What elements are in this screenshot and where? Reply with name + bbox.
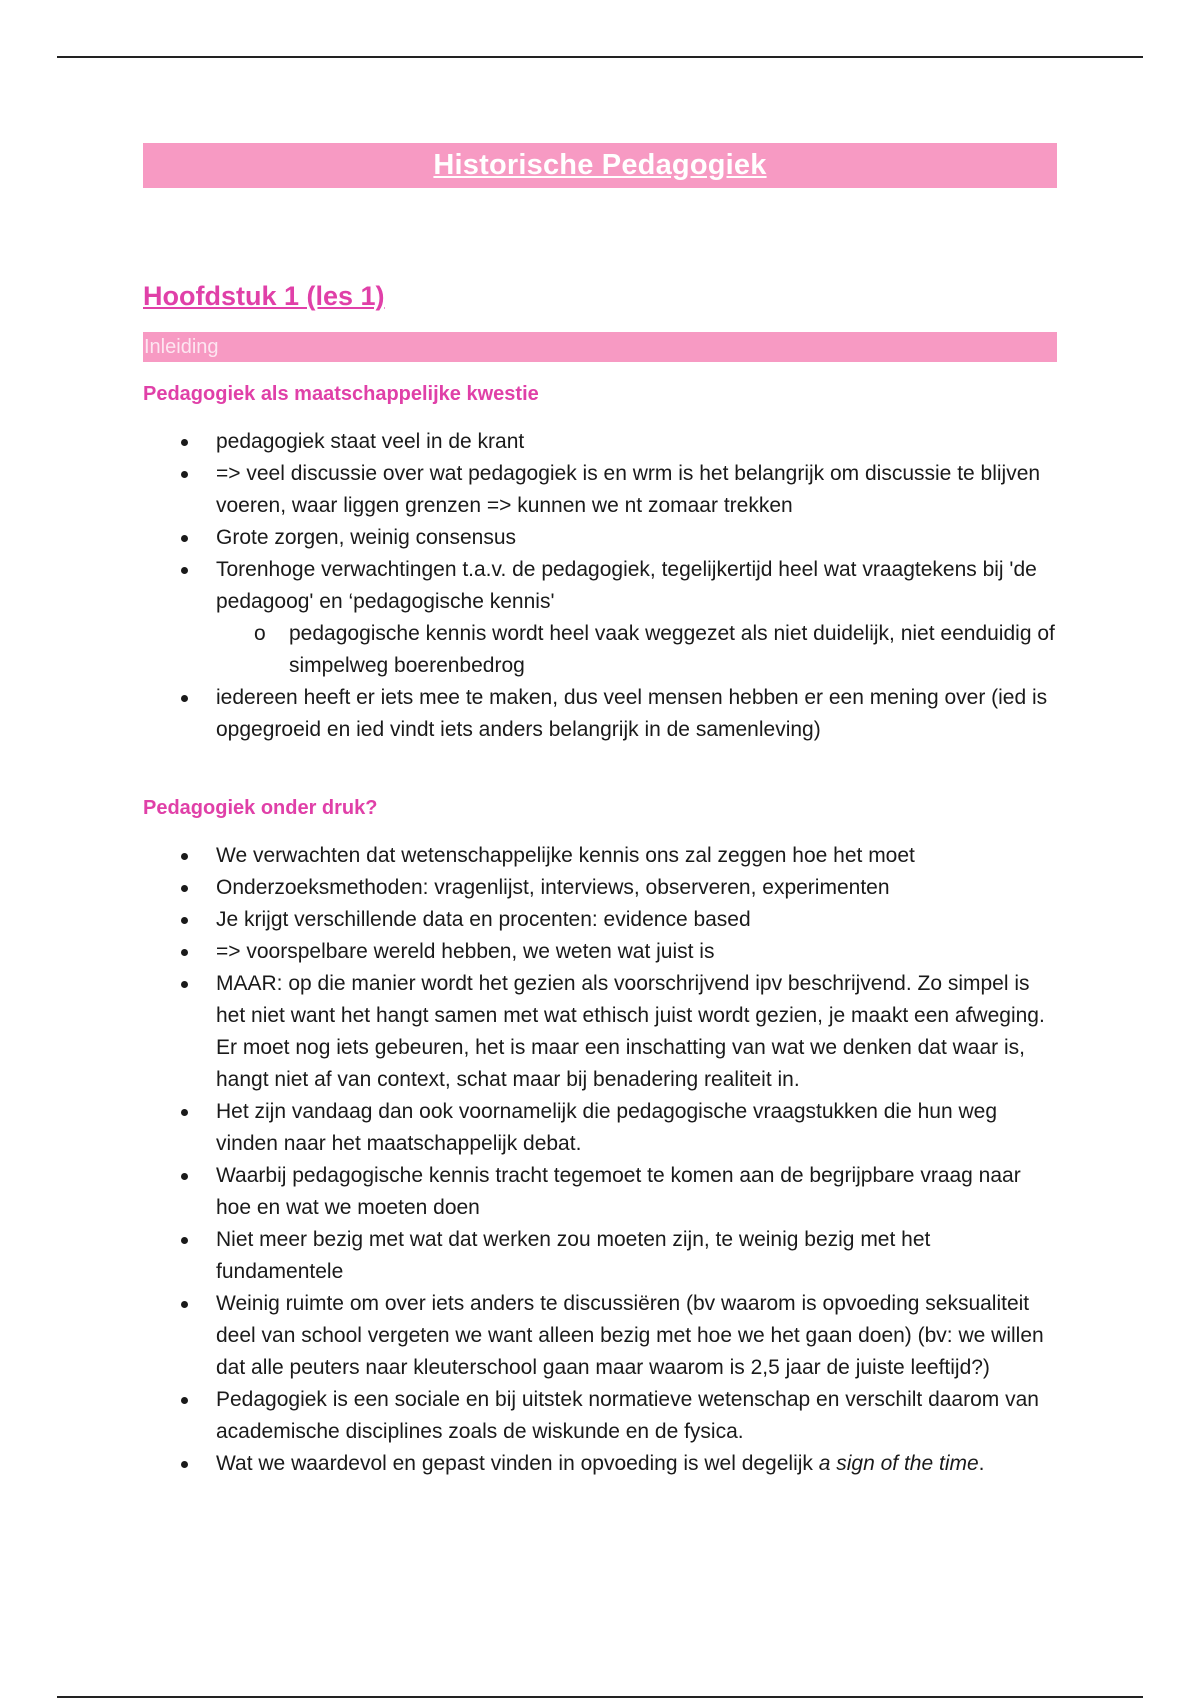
list-item: Torenhoge verwachtingen t.a.v. de pedagogiek, tegelijkertijd heel wat vraagtekens bij 'de pedagoog' en ‘pedagogische kennis' o pedagogische kennis wordt heel vaak weggezet als niet duidelijk, niet eenduidig of simpelweg boerenbedrog bbox=[143, 554, 1057, 682]
bullet-icon bbox=[181, 1461, 188, 1468]
document-body bbox=[143, 143, 1057, 1480]
sub-list bbox=[216, 618, 1057, 682]
bullet-icon bbox=[181, 949, 188, 956]
bullet-icon bbox=[181, 885, 188, 892]
section-heading: Inleiding bbox=[144, 335, 219, 358]
bullet-icon bbox=[181, 853, 188, 860]
list-item: Waarbij pedagogische kennis tracht tegemoet te komen aan de begrijpbare vraag naar hoe en wat we moeten doen bbox=[143, 1160, 1057, 1224]
bullet-icon bbox=[181, 567, 188, 574]
bullet-icon bbox=[181, 1397, 188, 1404]
title-banner bbox=[143, 143, 1057, 188]
list-item: => voorspelbare wereld hebben, we weten wat juist is bbox=[143, 936, 1057, 968]
list-item: MAAR: op die manier wordt het gezien als voorschrijvend ipv beschrijvend. Zo simpel is het niet want het hangt samen met wat ethisch juist wordt gezien, je maakt een afweging. Er moet nog iets gebeuren, het is maar een inschatting van wat we denken dat waar is, hangt niet af van context, schat maar bij benadering realiteit in. bbox=[143, 968, 1057, 1096]
list-item: Het zijn vandaag dan ook voornamelijk die pedagogische vraagstukken die hun weg vinden naar het maatschappelijk debat. bbox=[143, 1096, 1057, 1160]
list-item: Pedagogiek is een sociale en bij uitstek normatieve wetenschap en verschilt daarom van academische disciplines zoals de wiskunde en de fysica. bbox=[143, 1384, 1057, 1448]
bullet-icon bbox=[181, 471, 188, 478]
document-title: Historische Pedagogiek bbox=[433, 149, 767, 181]
bullet-icon bbox=[181, 1173, 188, 1180]
bullet-icon bbox=[181, 535, 188, 542]
list-item: We verwachten dat wetenschappelijke kennis ons zal zeggen hoe het moet bbox=[143, 840, 1057, 872]
list-item: Onderzoeksmethoden: vragenlijst, interviews, observeren, experimenten bbox=[143, 872, 1057, 904]
bullet-list-onder-druk bbox=[143, 840, 1057, 1480]
list-item: => veel discussie over wat pedagogiek is en wrm is het belangrijk om discussie te blijven voeren, waar liggen grenzen => kunnen we nt zomaar trekken bbox=[143, 458, 1057, 522]
sub-bullet-icon: o bbox=[254, 622, 266, 645]
bullet-icon bbox=[181, 981, 188, 988]
list-item: Wat we waardevol en gepast vinden in opvoeding is wel degelijk a sign of the time. bbox=[143, 1448, 1057, 1480]
list-item: Weinig ruimte om over iets anders te discussiëren (bv waarom is opvoeding seksualiteit deel van school vergeten we want alleen bezig met hoe we het gaan doen) (bv: we willen dat alle peuters naar kleuterschool gaan maar waarom is 2,5 jaar de juiste leeftijd?) bbox=[143, 1288, 1057, 1384]
subheading-onder-druk: Pedagogiek onder druk? bbox=[143, 797, 378, 819]
bullet-list-kwestie bbox=[143, 426, 1057, 746]
bullet-icon bbox=[181, 439, 188, 446]
bottom-rule bbox=[57, 1696, 1143, 1698]
list-item: iedereen heeft er iets mee te maken, dus veel mensen hebben er een mening over (ied is opgegroeid en ied vindt iets anders belangrijk in de samenleving) bbox=[143, 682, 1057, 746]
section-banner bbox=[143, 332, 1057, 362]
top-rule bbox=[57, 56, 1143, 58]
list-item: Grote zorgen, weinig consensus bbox=[143, 522, 1057, 554]
bullet-icon bbox=[181, 1109, 188, 1116]
bullet-icon bbox=[181, 1237, 188, 1244]
chapter-heading: Hoofdstuk 1 (les 1) bbox=[143, 281, 385, 311]
list-item: Niet meer bezig met wat dat werken zou moeten zijn, te weinig bezig met het fundamentele bbox=[143, 1224, 1057, 1288]
emphasis-text: a sign of the time bbox=[818, 1452, 979, 1475]
list-item: pedagogiek staat veel in de krant bbox=[143, 426, 1057, 458]
subheading-maatschappelijke-kwestie: Pedagogiek als maatschappelijke kwestie bbox=[143, 383, 539, 405]
bullet-icon bbox=[181, 695, 188, 702]
bullet-icon bbox=[181, 1301, 188, 1308]
sub-list-item: o pedagogische kennis wordt heel vaak weggezet als niet duidelijk, niet eenduidig of simpelweg boerenbedrog bbox=[216, 618, 1057, 682]
bullet-icon bbox=[181, 917, 188, 924]
list-item: Je krijgt verschillende data en procenten: evidence based bbox=[143, 904, 1057, 936]
